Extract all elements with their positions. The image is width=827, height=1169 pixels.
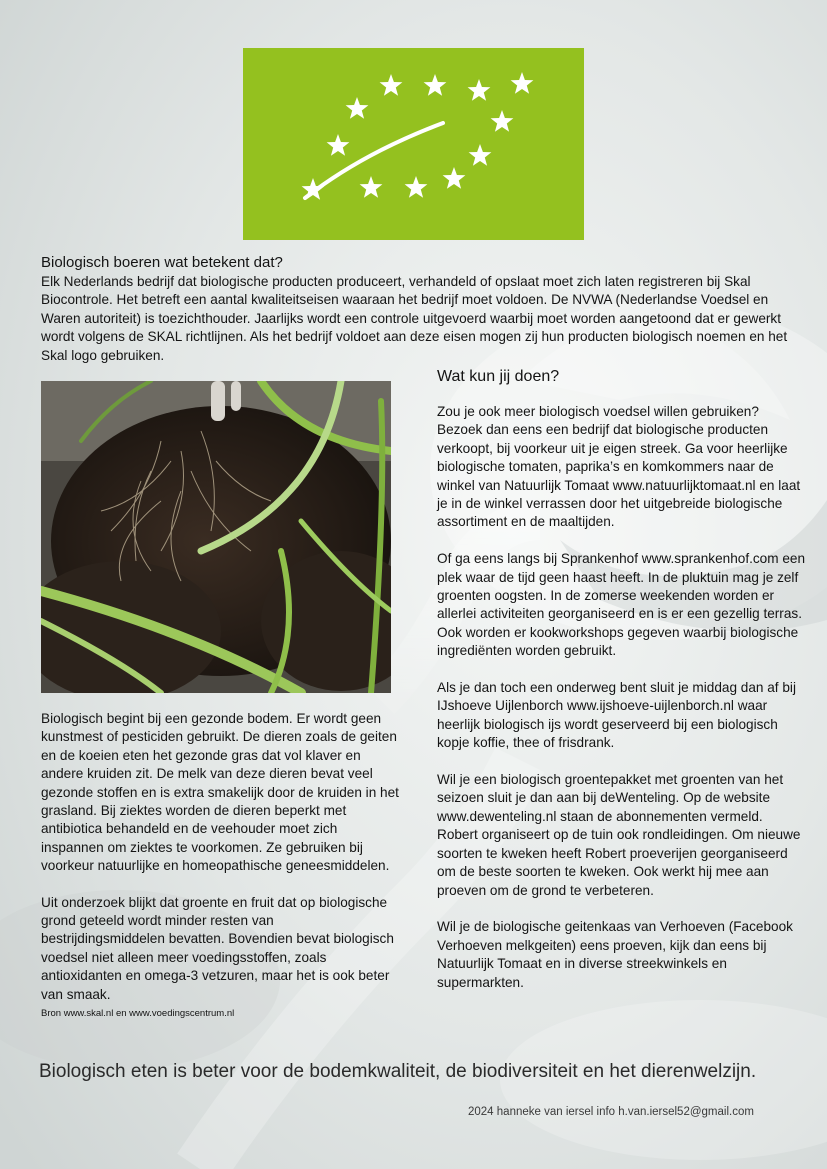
right-paragraph-3: Als je dan toch een onderweg bent sluit je middag dan af bij IJshoeve Uijlenborch www.ijshoeve-uijlenborch.nl waar heerlijk biologisch ijs wordt geserveerd bij een biologisch kopje koffie, thee of frisdrank. <box>437 680 796 751</box>
logo-star-icon <box>469 144 492 166</box>
eu-organic-logo-icon <box>243 48 584 240</box>
tagline: Biologisch eten is beter voor de bodemkwaliteit, de biodiversiteit en het dierenwelzijn. <box>39 1061 757 1082</box>
source-note: Bron www.skal.nl en www.voedingscentrum.nl <box>41 1008 235 1019</box>
soil-with-roots-photo <box>41 381 391 693</box>
logo-star-icon <box>327 134 350 156</box>
right-paragraph-4: Wil je een biologisch groentepakket met groenten van het seizoen sluit je dan aan bij deWenteling. Op de website www.dewenteling.nl staan de abonnementen vermeld. Robert organiseert op de tuin ook rondleidingen. Om nieuwe soorten te kweken heeft Robert proeverijen georganiseerd om de beste soorten te kweken. Ook werkt hij mee aan proeven om de grond te verbeteren. <box>437 772 801 898</box>
logo-star-icon <box>491 110 514 132</box>
footer-credit: 2024 hanneke van iersel info h.van.iersel52@gmail.com <box>468 1106 754 1118</box>
logo-star-icon <box>443 167 466 189</box>
right-paragraph-1: Zou je ook meer biologisch voedsel willen gebruiken? Bezoek dan eens een bedrijf dat biologische producten verkoopt, bij voorkeur uit je eigen streek. Ga voor heerlijke biologische tomaten, paprika’s en komkommers naar de winkel van Natuurlijk Tomaat www.natuurlijktomaat.nl en laat je in de winkel verrassen door het uitgebreide biologische assortiment en de maaltijden. <box>437 404 801 530</box>
right-column <box>437 403 807 1010</box>
logo-star-icon <box>511 72 534 94</box>
logo-star-icon <box>360 176 383 198</box>
right-paragraph-2: Of ga eens langs bij Sprankenhof www.sprankenhof.com een plek waar de tijd geen haast heeft. In de pluktuin mag je zelf groenten oogsten. In de zomerse weekenden worden er allerlei activiteiten georganiseerd en is er een gezellig terras. Ook worden er kookworkshops gegeven waarbij biologische ingrediënten worden gebruikt. <box>437 551 806 659</box>
left-paragraph-1: Biologisch begint bij een gezonde bodem. Er wordt geen kunstmest of pesticiden gebruikt. De dieren zoals de geiten en de koeien eten het gezonde gras dat vol klaver en andere kruiden zit. De melk van deze dieren bevat veel gezonde stoffen en is extra smakelijk door de kruiden in het grasland. Bij ziektes worden de dieren beperkt met antibiotica behandeld en de veehouder moet zich inspannen om ziektes te voorkomen. Ze gebruiken bij voorkeur natuurlijke en homeopathische geneesmiddelen. <box>41 711 399 874</box>
logo-star-icon <box>468 79 491 101</box>
intro-heading: Biologisch boeren wat betekent dat? <box>41 254 283 271</box>
intro-paragraph: Elk Nederlands bedrijf dat biologische producten produceert, verhandeld of opslaat moet zich laten registreren bij Skal Biocontrole. Het betreft een aantal kwaliteitseisen waaraan het bedrijf moet voldoen. De NVWA (Nederlandse Voedsel en Waren autoriteit) is toezichthouder. Jaarlijks wordt een controle uitgevoerd waarbij moet worden aangetoond dat er gewerkt wordt volgens de SKAL richtlijnen. Als het bedrijf voldoet aan deze eisen mogen zij hun producten biologisch noemen en het Skal logo gebruiken. <box>41 274 788 363</box>
logo-star-icon <box>424 74 447 96</box>
right-paragraph-5: Wil je de biologische geitenkaas van Verhoeven (Facebook Verhoeven melkgeiten) eens proeven, kijk dan eens bij Natuurlijk Tomaat en in diverse streekwinkels en supermarkten. <box>437 919 793 990</box>
right-heading: Wat kun jij doen? <box>437 368 560 385</box>
logo-star-icon <box>380 74 403 96</box>
left-paragraph-2: Uit onderzoek blijkt dat groente en fruit dat op biologische grond geteeld wordt minder resten van bestrijdingsmiddelen bevatten. Bovendien bevat biologisch voedsel niet alleen meer voedingsstoffen, zoals antioxidanten en omega-3 vetzuren, maar het is ook beter van smaak. <box>41 894 394 1002</box>
logo-star-icon <box>346 97 369 119</box>
left-column <box>41 710 401 1022</box>
logo-star-icon <box>405 176 428 198</box>
eu-organic-logo <box>243 48 584 240</box>
